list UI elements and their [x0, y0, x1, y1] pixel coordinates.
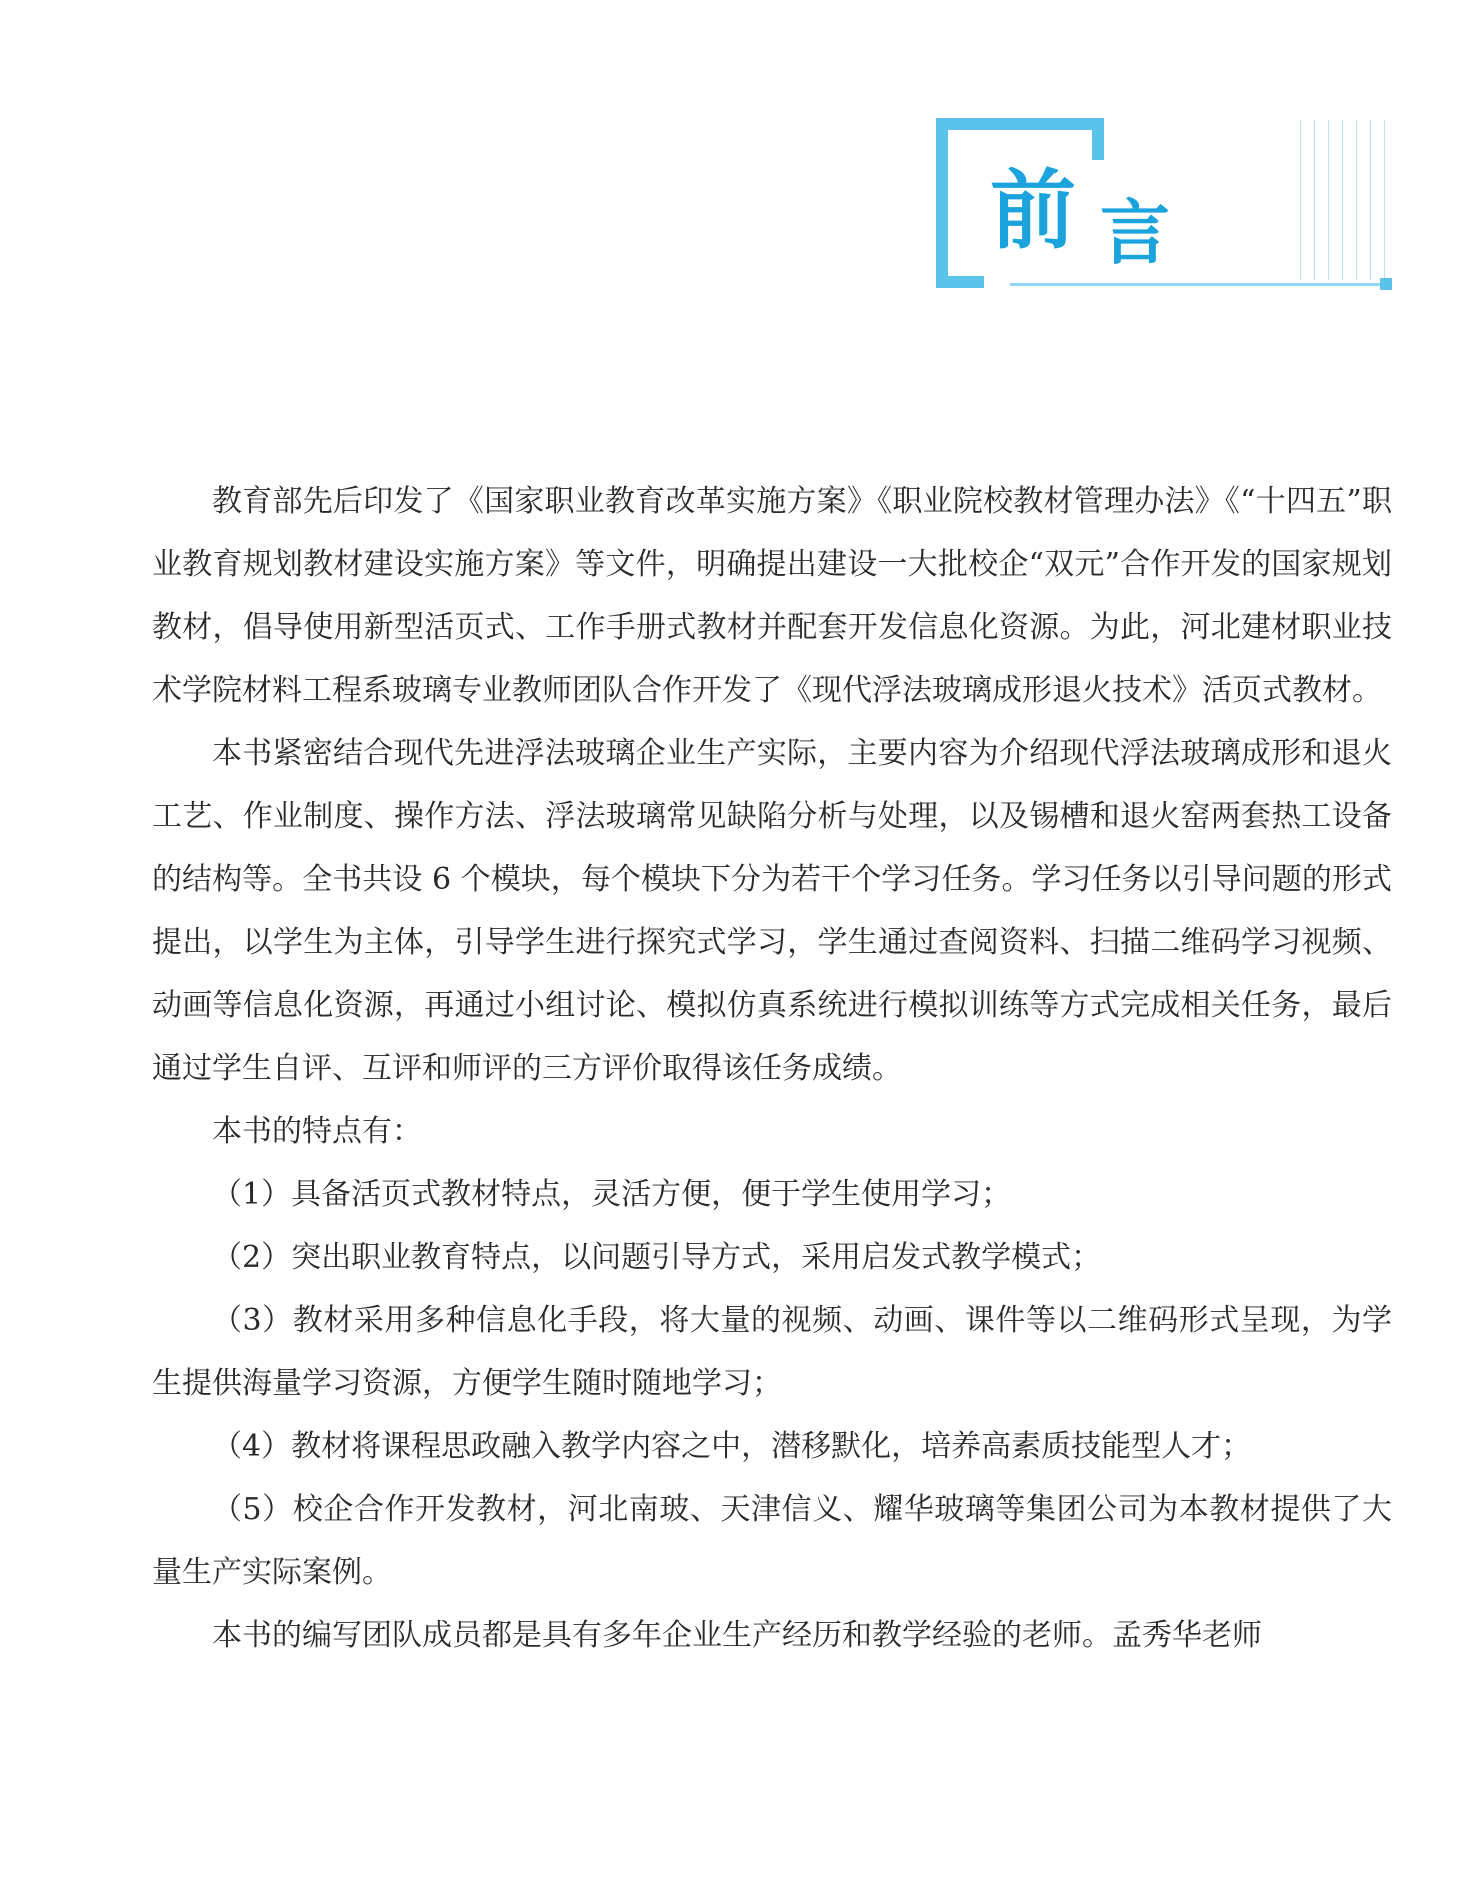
header-stripe-line — [1314, 120, 1315, 280]
header-stripe-line — [1356, 120, 1357, 280]
header-stripe-line — [1384, 120, 1385, 280]
paragraph: 本书紧密结合现代先进浮法玻璃企业生产实际，主要内容为介绍现代浮法玻璃成形和退火工艺、作业制度、操作方法、浮法玻璃常见缺陷分析与处理，以及锡槽和退火窑两套热工设备的结构等。全书共设 6 个模块，每个模块下分为若干个学习任务。学习任务以引导问题的形式提出，以学生为主体，引导学生进行探究式学习，学生通过查阅资料、扫描二维码学习视频、动画等信息化资源，再通过小组讨论、模拟仿真系统进行模拟训练等方式完成相关任务，最后通过学生自评、互评和师评的三方评价取得该任务成绩。 — [152, 736, 1392, 1086]
header-frame-left — [936, 118, 948, 288]
paragraph: 本书的特点有： — [212, 1114, 422, 1149]
page-title-char-2: 言 — [1100, 192, 1170, 274]
header-underline-end — [1380, 278, 1392, 290]
header-stripe-line — [1300, 120, 1301, 280]
list-item: （1）具备活页式教材特点，灵活方便，便于学生使用学习； — [212, 1177, 1012, 1212]
paragraph: 本书的编写团队成员都是具有多年企业生产经历和教学经验的老师。孟秀华老师 — [212, 1618, 1262, 1653]
preface-body — [152, 470, 1392, 1667]
header-frame-top — [936, 118, 1104, 130]
page-header — [0, 0, 1464, 320]
header-frame-bottom — [936, 276, 984, 288]
header-underline — [1010, 283, 1380, 286]
list-item: （4）教材将课程思政融入教学内容之中，潜移默化，培养高素质技能型人才； — [212, 1429, 1252, 1464]
header-stripe-line — [1328, 120, 1329, 280]
page-title-char-1: 前 — [990, 161, 1076, 261]
list-item: （2）突出职业教育特点，以问题引导方式，采用启发式教学模式； — [212, 1240, 1102, 1275]
header-stripe-line — [1342, 120, 1343, 280]
header-stripe-line — [1370, 120, 1371, 280]
paragraph: 教育部先后印发了《国家职业教育改革实施方案》《职业院校教材管理办法》《“十四五”职业教育规划教材建设实施方案》等文件，明确提出建设一大批校企“双元”合作开发的国家规划教材，倡导使用新型活页式、工作手册式教材并配套开发信息化资源。为此，河北建材职业技术学院材料工程系玻璃专业教师团队合作开发了《现代浮法玻璃成形退火技术》活页式教材。 — [152, 484, 1392, 708]
header-frame-top-end — [1092, 118, 1104, 160]
list-item: （5）校企合作开发教材，河北南玻、天津信义、耀华玻璃等集团公司为本教材提供了大量生产实际案例。 — [152, 1492, 1392, 1590]
list-item: （3）教材采用多种信息化手段，将大量的视频、动画、课件等以二维码形式呈现，为学生提供海量学习资源，方便学生随时随地学习； — [152, 1303, 1392, 1401]
